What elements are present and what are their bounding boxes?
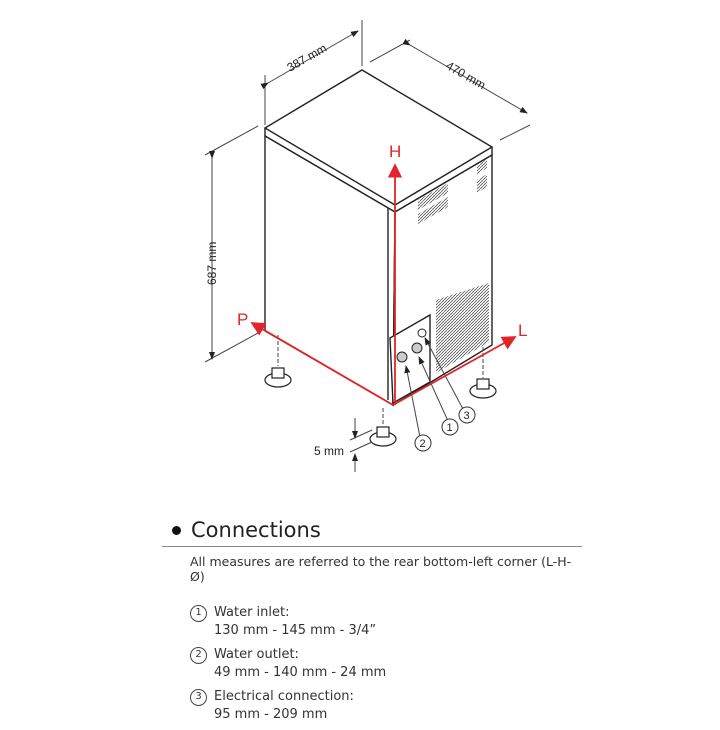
callout-3: 3	[463, 410, 470, 422]
item-label: Water inlet:	[214, 605, 290, 620]
connections-title: Connections	[191, 518, 321, 542]
connections-section	[162, 515, 582, 730]
callout-1: 1	[446, 422, 453, 434]
list-item	[190, 646, 582, 682]
feet-dimension: 5 mm	[314, 444, 344, 458]
item-values: 95 mm - 209 mm	[214, 707, 328, 722]
callout-2: 2	[419, 438, 426, 450]
width-dimension: 387 mm	[284, 40, 330, 75]
number-badge: 3	[190, 689, 207, 706]
list-item	[190, 604, 582, 640]
item-values: 49 mm - 140 mm - 24 mm	[214, 665, 387, 680]
item-values: 130 mm - 145 mm - 3/4”	[214, 623, 377, 638]
bullet-icon	[172, 526, 181, 535]
connections-list	[190, 604, 582, 724]
axis-p-label: P	[237, 310, 249, 329]
number-badge: 2	[190, 647, 207, 664]
depth-dimension: 470 mm	[443, 58, 489, 93]
connections-heading	[162, 515, 582, 545]
connections-note: All measures are referred to the rear bottom-left corner (L-H-Ø)	[190, 554, 572, 584]
item-label: Water outlet:	[214, 647, 299, 662]
height-dimension: 687 mm	[205, 241, 219, 285]
axis-h-label: H	[389, 142, 402, 161]
axis-l-label: L	[518, 321, 528, 340]
item-label: Electrical connection:	[214, 689, 354, 704]
list-item	[190, 688, 582, 724]
number-badge: 1	[190, 605, 207, 622]
divider	[162, 546, 582, 547]
